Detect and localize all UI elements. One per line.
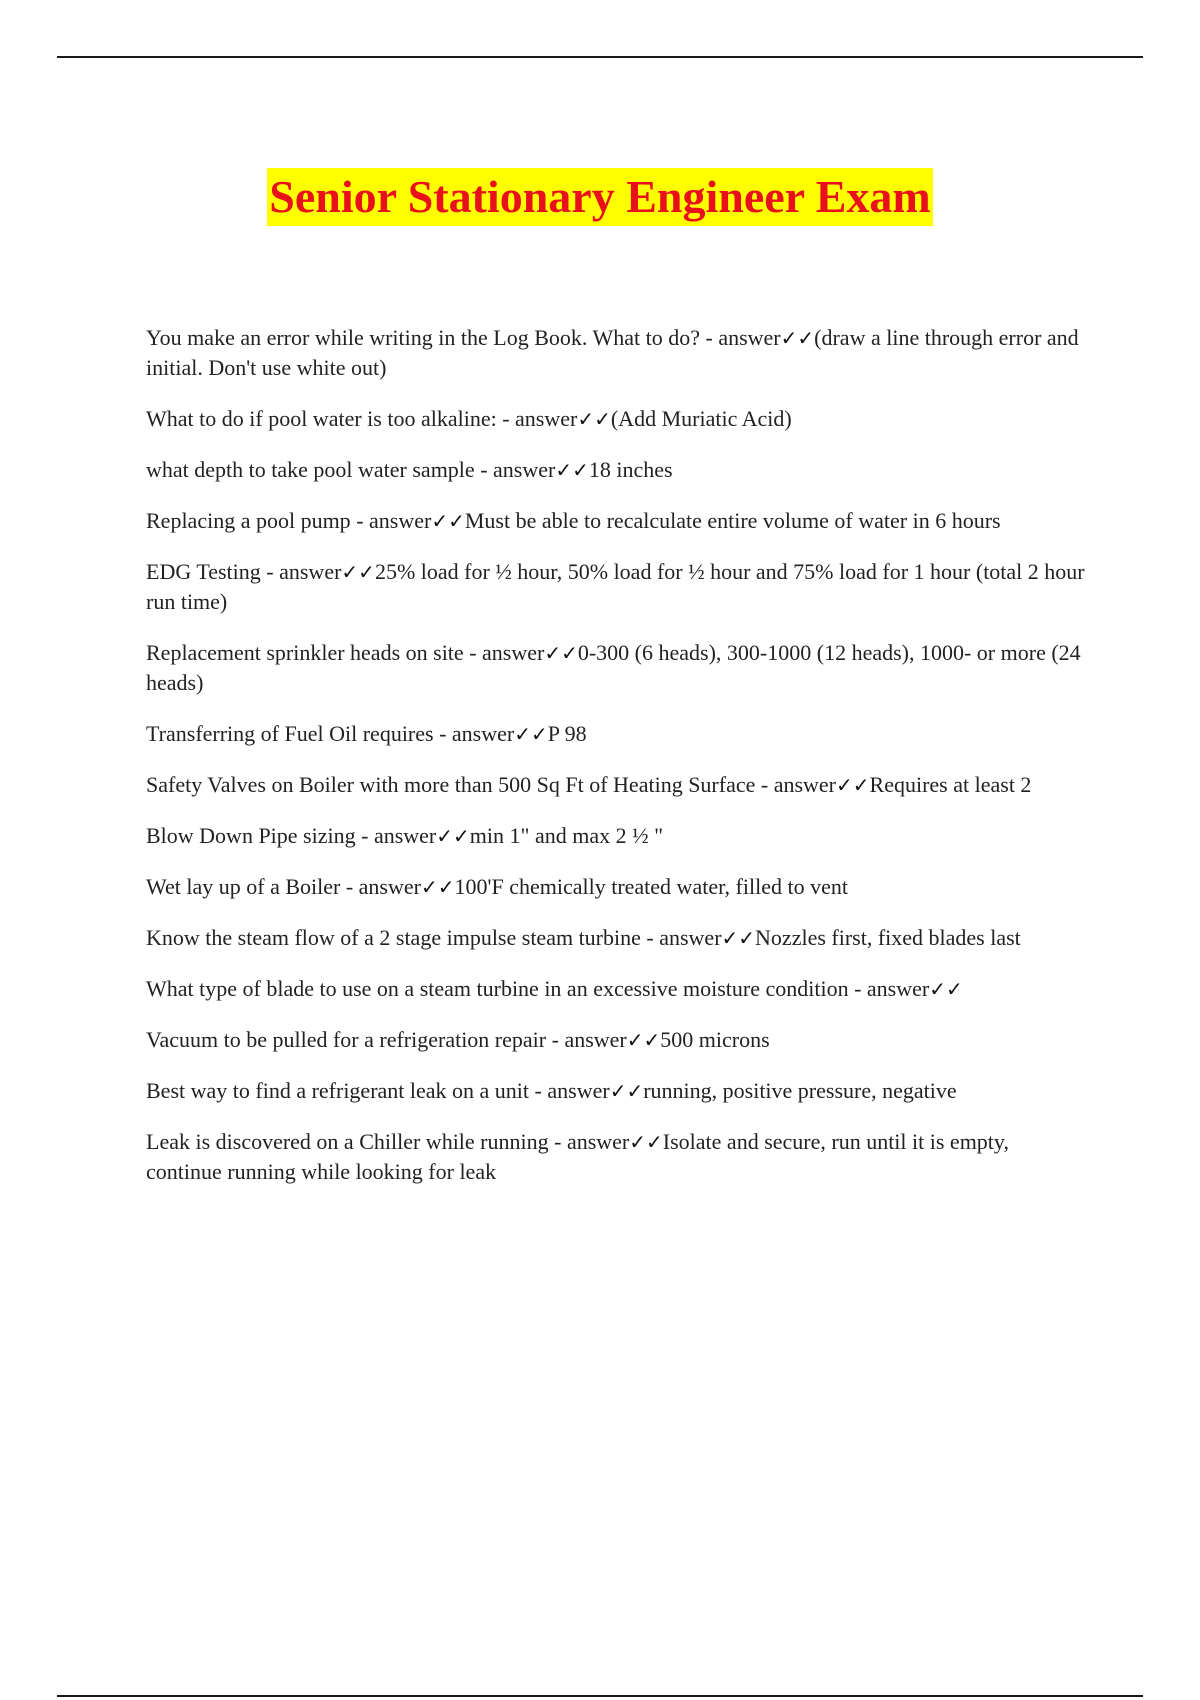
check-icon: ✓✓ [609, 1079, 644, 1103]
question-text: Vacuum to be pulled for a refrigeration repair [146, 1027, 547, 1052]
qa-item: Safety Valves on Boiler with more than 500 Sq Ft of Heating Surface - answer✓✓Requires at least 2 [146, 772, 1032, 797]
header-rule [57, 56, 1143, 58]
qa-item: Transferring of Fuel Oil requires - answer✓✓P 98 [146, 721, 587, 746]
qa-item: Leak is discovered on a Chiller while running - answer✓✓Isolate and secure, run until it is empty, continue running while looking for leak [146, 1129, 1009, 1184]
qa-item: EDG Testing - answer✓✓25% load for ½ hour, 50% load for ½ hour and 75% load for 1 hour (total 2 hour run time) [146, 559, 1085, 614]
question-text: What type of blade to use on a steam turbine in an excessive moisture condition [146, 976, 849, 1001]
qa-item: What type of blade to use on a steam turbine in an excessive moisture condition - answer✓✓ [146, 976, 963, 1001]
question-text: Replacement sprinkler heads on site [146, 640, 464, 665]
qa-item: Wet lay up of a Boiler - answer✓✓100'F chemically treated water, filled to vent [146, 874, 848, 899]
answer-text: Nozzles first, fixed blades last [755, 925, 1021, 950]
check-icon: ✓✓ [629, 1130, 663, 1154]
check-icon: ✓✓ [420, 875, 455, 899]
answer-label: answer [279, 559, 342, 584]
answer-label: answer [718, 325, 781, 350]
answer-text: 25% load for ½ hour, 50% load for ½ hour and 75% load for 1 hour (total 2 hour run time) [146, 559, 1085, 614]
answer-text: 18 inches [588, 457, 673, 482]
answer-label: answer [773, 772, 837, 797]
check-icon: ✓✓ [341, 560, 375, 584]
question-text: what depth to take pool water sample [146, 457, 475, 482]
qa-item: Replacing a pool pump - answer✓✓Must be able to recalculate entire volume of water in 6 hours [146, 508, 1001, 533]
check-icon: ✓✓ [929, 977, 963, 1001]
check-icon: ✓✓ [721, 926, 756, 950]
answer-label: answer [482, 640, 545, 665]
answer-text: running, positive pressure, negative [643, 1078, 957, 1103]
document-title: Senior Stationary Engineer Exam [267, 168, 933, 226]
answer-text: 500 microns [660, 1027, 770, 1052]
qa-item: Vacuum to be pulled for a refrigeration repair - answer✓✓500 microns [146, 1027, 770, 1052]
question-text: Replacing a pool pump [146, 508, 351, 533]
footer-rule [57, 1695, 1143, 1697]
check-icon: ✓✓ [436, 824, 470, 848]
qa-item: Know the steam flow of a 2 stage impulse steam turbine - answer✓✓Nozzles first, fixed blades last [146, 925, 1021, 950]
qa-item: Replacement sprinkler heads on site - answer✓✓0-300 (6 heads), 300-1000 (12 heads), 1000- or more (24 heads) [146, 640, 1081, 695]
answer-text: Requires at least 2 [869, 772, 1032, 797]
answer-label: answer [547, 1078, 610, 1103]
answer-label: answer [866, 976, 930, 1001]
answer-text: 0-300 (6 heads), 300-1000 (12 heads), 1000- or more (24 heads) [146, 640, 1081, 695]
question-text: Best way to find a refrigerant leak on a unit [146, 1078, 530, 1103]
title-container [0, 168, 1200, 226]
qa-list [146, 323, 1086, 1208]
qa-item: What to do if pool water is too alkaline: - answer✓✓(Add Muriatic Acid) [146, 406, 792, 431]
answer-label: answer [373, 823, 437, 848]
answer-label: answer [369, 508, 432, 533]
answer-text: Isolate and secure, run until it is empty, continue running while looking for leak [146, 1129, 1009, 1184]
question-text: Wet lay up of a Boiler [146, 874, 341, 899]
question-text: Blow Down Pipe sizing [146, 823, 356, 848]
answer-label: answer [493, 457, 556, 482]
check-icon: ✓✓ [780, 326, 815, 350]
check-icon: ✓✓ [555, 458, 589, 482]
question-text: Know the steam flow of a 2 stage impulse steam turbine [146, 925, 641, 950]
qa-item: You make an error while writing in the Log Book. What to do? - answer✓✓(draw a line through error and initial. Don't use white out) [146, 325, 1079, 380]
question-text: You make an error while writing in the Log Book. What to do? [146, 325, 700, 350]
answer-label: answer [451, 721, 515, 746]
check-icon: ✓✓ [431, 509, 465, 533]
check-icon: ✓✓ [514, 722, 548, 746]
answer-text: Must be able to recalculate entire volume of water in 6 hours [464, 508, 1001, 533]
qa-item: Best way to find a refrigerant leak on a unit - answer✓✓running, positive pressure, negative [146, 1078, 957, 1103]
answer-label: answer [659, 925, 722, 950]
answer-text: (draw a line through error and initial. Don't use white out) [146, 325, 1079, 380]
check-icon: ✓✓ [836, 773, 870, 797]
check-icon: ✓✓ [577, 407, 611, 431]
check-icon: ✓✓ [626, 1028, 661, 1052]
answer-text: P 98 [547, 721, 587, 746]
qa-item: Blow Down Pipe sizing - answer✓✓min 1" and max 2 ½ " [146, 823, 664, 848]
answer-label: answer [566, 1129, 630, 1154]
answer-text: min 1" and max 2 ½ " [469, 823, 664, 848]
question-text: Transferring of Fuel Oil requires [146, 721, 434, 746]
answer-label: answer [564, 1027, 627, 1052]
answer-label: answer [358, 874, 421, 899]
answer-text: (Add Muriatic Acid) [610, 406, 792, 431]
question-text: EDG Testing [146, 559, 261, 584]
question-text: What to do if pool water is too alkaline: [146, 406, 497, 431]
answer-text: 100'F chemically treated water, filled to vent [454, 874, 848, 899]
answer-label: answer [515, 406, 578, 431]
question-text: Safety Valves on Boiler with more than 500 Sq Ft of Heating Surface [146, 772, 756, 797]
question-text: Leak is discovered on a Chiller while running [146, 1129, 549, 1154]
check-icon: ✓✓ [544, 641, 578, 665]
qa-item: what depth to take pool water sample - answer✓✓18 inches [146, 457, 673, 482]
